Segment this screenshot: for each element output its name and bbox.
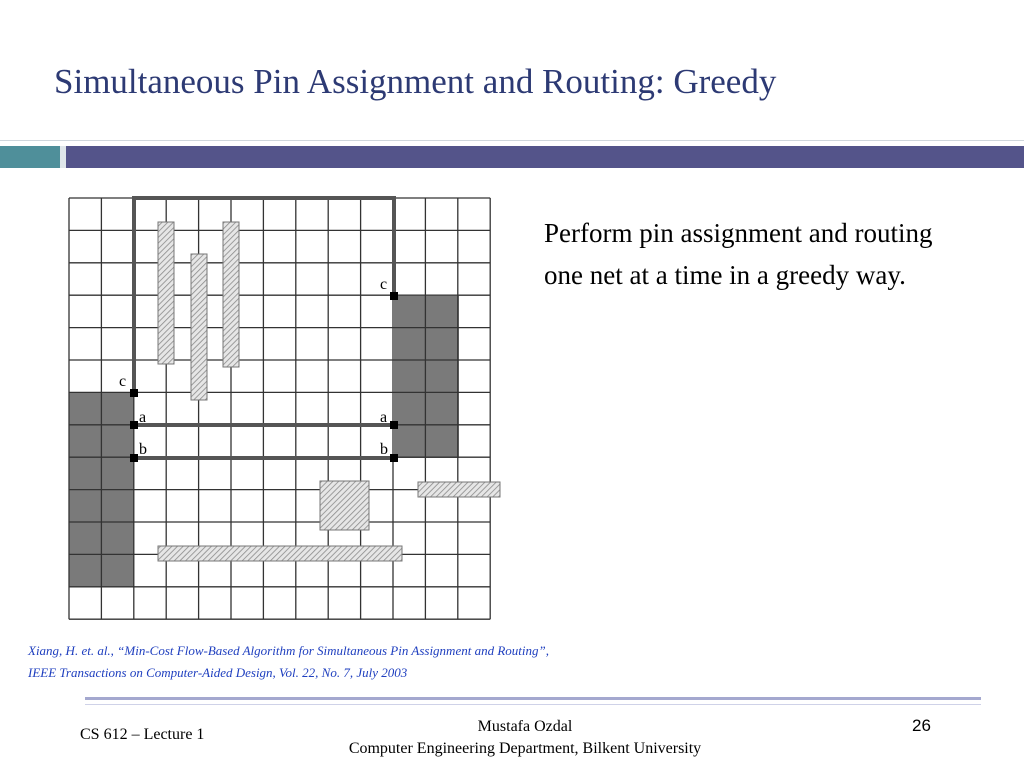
slide-body-text: Perform pin assignment and routing one net at a time in a greedy way. — [544, 218, 933, 290]
pin-label-a-left: a — [139, 409, 147, 426]
obstacle-horizontal-bottom — [158, 546, 402, 561]
routing-grid-figure — [60, 188, 510, 623]
header-accent-bar-purple — [66, 146, 1024, 168]
obstacle-vertical-3 — [223, 222, 239, 367]
footer-divider-thin — [85, 704, 981, 705]
pin-label-c-left: c — [119, 373, 127, 390]
footer-author: Mustafa Ozdal — [477, 718, 573, 735]
header-accent-bar-teal — [0, 146, 60, 168]
blocked-region-right — [394, 296, 459, 458]
pin-label-b-left: b — [139, 441, 147, 458]
obstacle-vertical-2 — [191, 254, 207, 400]
pin-label-a-right: a — [380, 409, 388, 426]
obstacle-horizontal-right — [418, 482, 500, 497]
routing-grid-svg — [60, 188, 510, 623]
citation — [28, 640, 549, 684]
pin-c-top — [390, 292, 398, 300]
footer-department: Computer Engineering Department, Bilkent University — [348, 740, 702, 757]
citation-line-1: Xiang, H. et. al., “Min-Cost Flow-Based Algorithm for Simultaneous Pin Assignment and Routing”, — [28, 643, 549, 658]
footer-course: CS 612 – Lecture 1 — [80, 726, 205, 743]
pin-b-left — [130, 454, 138, 462]
pin-label-c-top: c — [380, 276, 388, 293]
footer-author-block — [300, 716, 750, 760]
slide-title: Simultaneous Pin Assignment and Routing: Greedy — [54, 62, 777, 101]
obstacle-vertical-1 — [158, 222, 174, 364]
obstacle-square — [320, 481, 369, 530]
header-divider-line — [0, 140, 1024, 141]
citation-line-2: IEEE Transactions on Computer-Aided Design, Vol. 22, No. 7, July 2003 — [28, 665, 408, 680]
pin-b-right — [390, 454, 398, 462]
pin-label-b-right: b — [380, 441, 388, 458]
pin-c-left — [130, 389, 138, 397]
pin-a-left — [130, 421, 138, 429]
pin-a-right — [390, 421, 398, 429]
slide-number: 26 — [912, 716, 931, 735]
footer-divider — [85, 697, 981, 700]
